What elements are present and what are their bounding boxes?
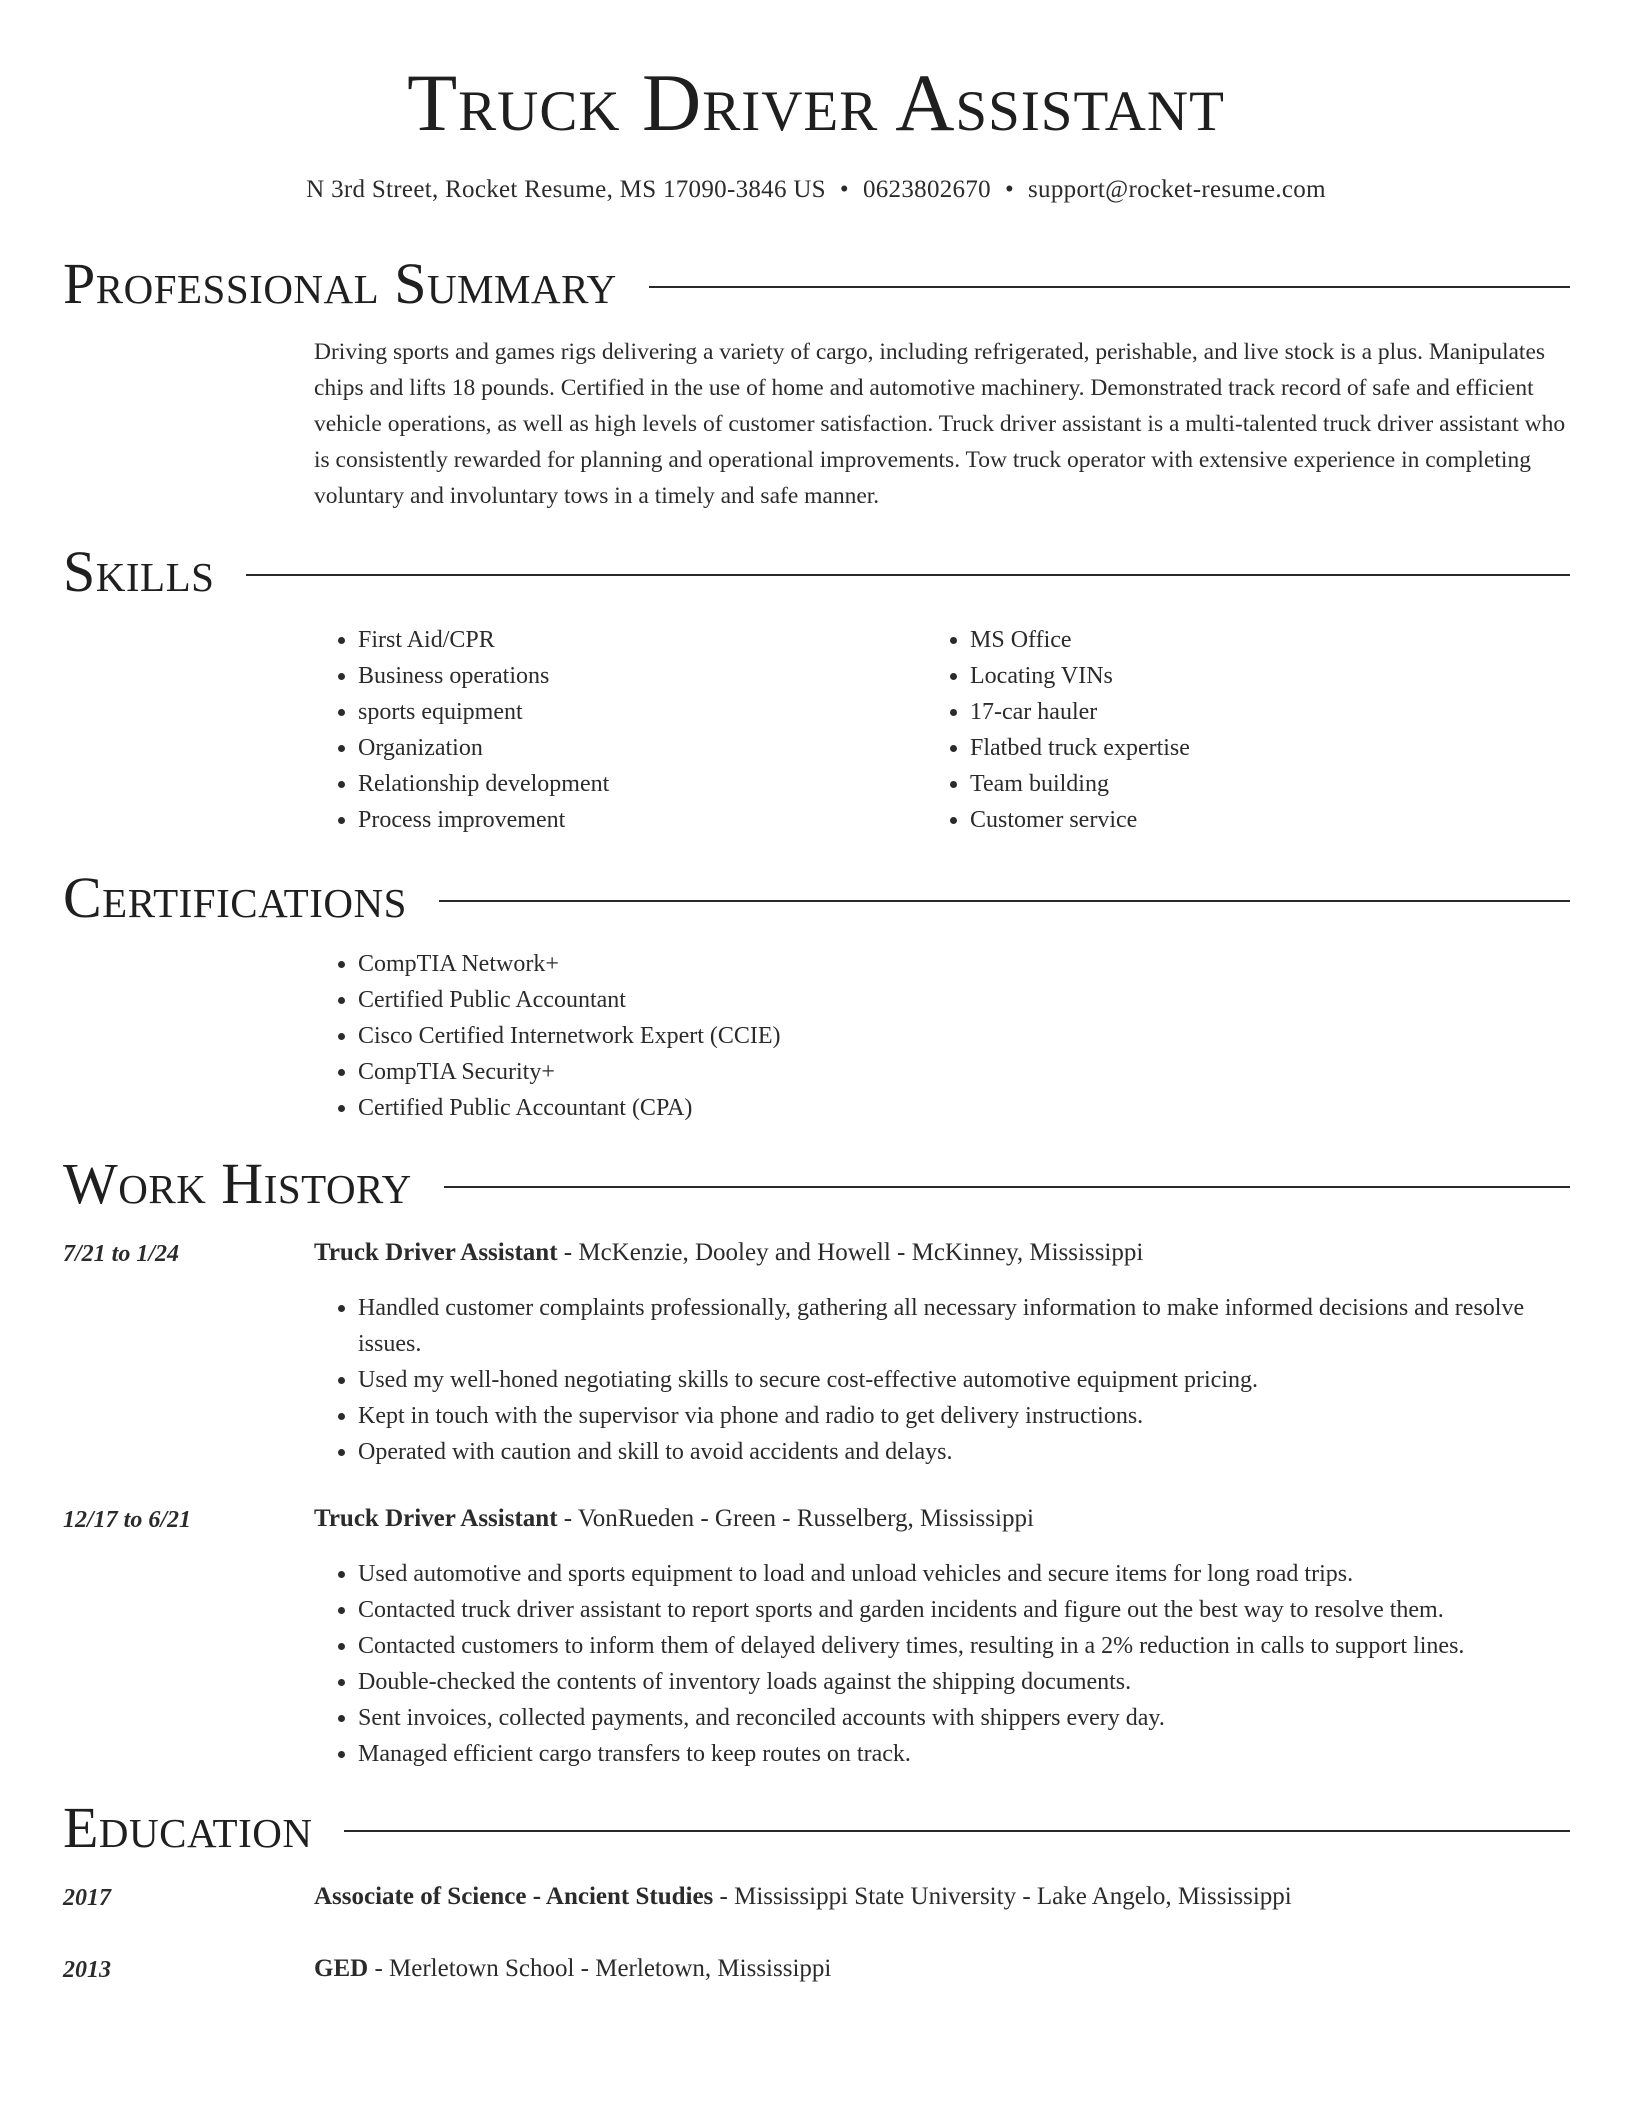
certifications-section-header [63, 866, 1570, 930]
skills-list-right [926, 622, 1570, 838]
education-section-header [63, 1796, 1570, 1860]
work-section-header [63, 1152, 1570, 1216]
list-item: • Double-checked the contents of inventory loads against the shipping documents. [358, 1664, 1614, 1700]
list-item: • Flatbed truck expertise [970, 730, 1570, 766]
list-item: • Certified Public Accountant (CPA) [358, 1090, 1558, 1126]
list-item: • 17-car hauler [970, 694, 1570, 730]
job-bullets [314, 1290, 1558, 1470]
section-divider [649, 286, 1570, 288]
separator: • [1004, 176, 1015, 203]
list-item: • Team building [970, 766, 1570, 802]
job-employer: - McKenzie, Dooley and Howell - McKinney, Mississippi [557, 1239, 1144, 1266]
list-item: • Operated with caution and skill to avoid accidents and delays. [358, 1434, 1558, 1470]
summary-section-header [63, 252, 1570, 316]
list-item: • Customer service [970, 802, 1570, 838]
address: N 3rd Street, Rocket Resume, MS 17090-3846 US [306, 176, 826, 203]
list-item: • Sent invoices, collected payments, and reconciled accounts with shippers every day. [358, 1700, 1614, 1736]
contact-line [0, 174, 1632, 206]
list-item: • Contacted truck driver assistant to report sports and garden incidents and figure out the best way to resolve them. [358, 1592, 1614, 1628]
education-year: 2017 [63, 1885, 111, 1911]
list-item: • Cisco Certified Internetwork Expert (CCIE) [358, 1018, 1558, 1054]
section-title: Certifications [63, 865, 407, 930]
job-heading [314, 1235, 1570, 1271]
summary-text: Driving sports and games rigs delivering a variety of cargo, including refrigerated, perishable, and live stock is a plus. Manipulates chips and lifts 18 pounds. Certified in the use of home and automotive machinery. Demonstrated track record of safe and efficient vehicle operations, as well as high levels of customer satisfaction. Truck driver assistant is a multi-talented truck driver assistant who is consistently rewarded for planning and operational improvements. Tow truck operator with extensive experience in completing voluntary and involuntary tows in a timely and safe manner. [314, 339, 1566, 509]
degree: GED [314, 1955, 369, 1982]
skills-section-header [63, 540, 1570, 604]
list-item: • Contacted customers to inform them of delayed delivery times, resulting in a 2% reduction in calls to support lines. [358, 1628, 1614, 1664]
section-divider [344, 1830, 1570, 1832]
job-employer: - VonRueden - Green - Russelberg, Mississippi [557, 1505, 1034, 1532]
school: - Mississippi State University - Lake Angelo, Mississippi [713, 1883, 1292, 1910]
job-bullets [314, 1556, 1614, 1772]
section-title: Education [63, 1795, 313, 1860]
skills-list-left [314, 622, 918, 838]
list-item: • Business operations [358, 658, 918, 694]
job-heading [314, 1501, 1570, 1537]
certifications-list [314, 946, 1558, 1126]
list-item: • Used my well-honed negotiating skills to secure cost-effective automotive equipment pricing. [358, 1362, 1558, 1398]
section-title: Skills [63, 539, 215, 604]
job-title: Truck Driver Assistant [314, 1239, 558, 1266]
job-dates: 7/21 to 1/24 [63, 1241, 180, 1267]
list-item: • CompTIA Security+ [358, 1054, 1558, 1090]
list-item: • Organization [358, 730, 918, 766]
list-item: • First Aid/CPR [358, 622, 918, 658]
education-entry [314, 1879, 1570, 1915]
list-item: • Used automotive and sports equipment to load and unload vehicles and secure items for long road trips. [358, 1556, 1614, 1592]
list-item: • Process improvement [358, 802, 918, 838]
list-item: • Locating VINs [970, 658, 1570, 694]
phone: 0623802670 [862, 176, 991, 203]
list-item: • sports equipment [358, 694, 918, 730]
separator: • [839, 176, 849, 203]
email: support@rocket-resume.com [1028, 176, 1326, 203]
list-item: • Kept in touch with the supervisor via phone and radio to get delivery instructions. [358, 1398, 1558, 1434]
section-divider [444, 1186, 1570, 1188]
education-entry [314, 1951, 1570, 1987]
section-title: Work History [63, 1151, 412, 1216]
degree: Associate of Science - Ancient Studies [314, 1883, 714, 1910]
list-item: • Relationship development [358, 766, 918, 802]
list-item: • Certified Public Accountant [358, 982, 1558, 1018]
section-title: Professional Summary [63, 251, 617, 316]
section-divider [246, 574, 1570, 576]
list-item: • MS Office [970, 622, 1570, 658]
education-year: 2013 [63, 1957, 111, 1983]
list-item: • Handled customer complaints professionally, gathering all necessary information to make informed decisions and resolve issues. [358, 1290, 1558, 1362]
resume-name: Truck Driver Assistant [407, 57, 1225, 148]
school: - Merletown School - Merletown, Mississippi [368, 1955, 832, 1982]
job-dates: 12/17 to 6/21 [63, 1507, 192, 1533]
section-divider [439, 900, 1570, 902]
list-item: • CompTIA Network+ [358, 946, 1558, 982]
job-title: Truck Driver Assistant [314, 1505, 558, 1532]
list-item: • Managed efficient cargo transfers to keep routes on track. [358, 1736, 1614, 1772]
